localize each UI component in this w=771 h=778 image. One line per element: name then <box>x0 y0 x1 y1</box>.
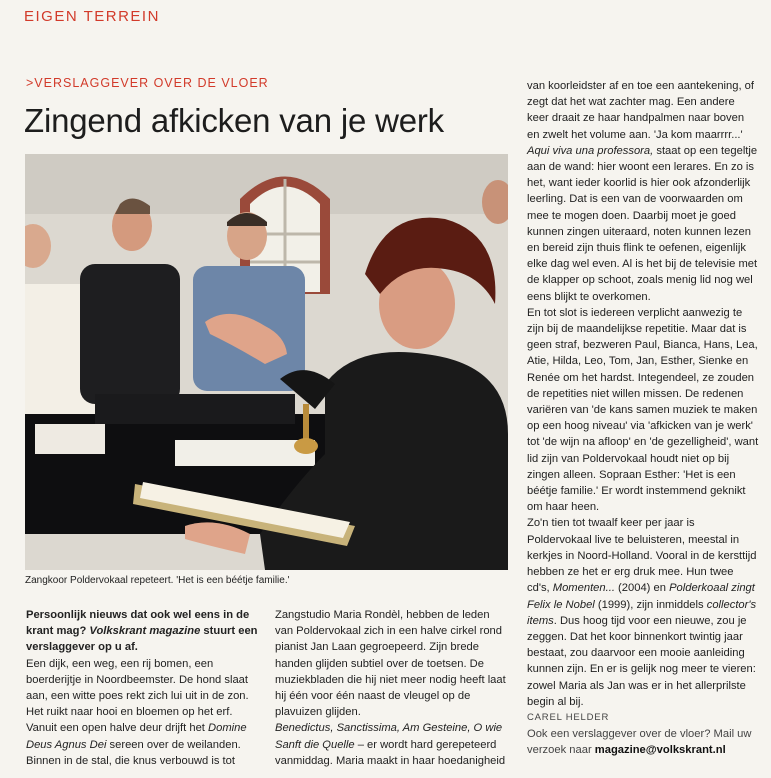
article-headline: Zingend afkicken van je werk <box>24 102 444 139</box>
paragraph: Aqui viva una professora, staat op een tegeltje aan de wand: hier woont een lerares. En zo is het, want ieder koorlid is hier ook afzonderlijk leerling. Dat is een van de voorwaarden om mee te mogen doen. Daarbij moet je goed kunnen zingen uiteraard, noten kunnen lezen en bereid zijn thuis flink te oefenen, eigenlijk elke dag wel even. Al is het bij de televisie met de klapper op schoot, zoals menig lid nog wel eens blijkt te overkomen. <box>527 144 758 303</box>
lead-magazine-name: Volkskrant magazine <box>89 625 201 638</box>
paragraph: En tot slot is iedereen verplicht aanwezig te zijn bij de maandelijkse repetitie. Maar dat is geen straf, bezweren Paul, Bianca, Hans, Lea, Atie, Hilda, Leo, Tom, Jan, Esther, Sienke en Renée om het hardst. Integendeel, ze zouden de repetities niet willen missen. De redenen variëren van 'de kans samen muziek te maken op een hoog niveau' via 'afkicken van je werk' tot 'de wijn na afloop' en 'de gezelligheid', want lid zijn van Poldervokaal houdt niet op bij zingen alleen. Sopraan Esther: 'Het is een béétje familie.' Er wordt instemmend geknikt om haar heen. <box>527 306 759 514</box>
paragraph: Benedictus, Sanctissima, Am Gesteine, O wie Sanft die Quelle – er wordt hard gerepeteerd vanmiddag. Maria maakt in haar hoedanigheid <box>275 722 506 767</box>
lead-text-end: stuurt een verslaggever op u af. <box>26 625 258 654</box>
article-photo <box>25 154 508 570</box>
photo-caption: Zangkoor Poldervokaal repeteert. 'Het is een béétje familie.' <box>25 575 290 586</box>
column-3 <box>527 78 759 759</box>
paragraph: Zo'n tien tot twaalf keer per jaar is Poldervokaal live te beluisteren, meestal in kerkjes in Noord-Holland. Vooral in de kersttijd hebben ze het er erg druk mee. Hun twee cd's, Momenten... (2004) en Polderkoaal zingt Felix le Nobel (1999), zijn inmiddels collector's items. Dus hoog tijd voor een nieuwe, zou je zeggen. Dat het koor binnenkort twintig jaar bestaat, zou daarvoor een mooie aanleiding kunnen zijn. En er is gelijk nog meer te vieren: zowel Maria als Jan was er in het allerprilste begin al bij. <box>527 517 757 708</box>
lead-paragraph <box>26 607 258 656</box>
lead-text: Persoonlijk nieuws dat ook wel eens in de krant mag? <box>26 609 250 638</box>
column-2 <box>275 607 507 769</box>
choir-rehearsal-photo <box>25 154 508 570</box>
section-label: EIGEN TERREIN <box>24 8 160 25</box>
paragraph: Zangstudio Maria Rondèl, hebben de leden van Poldervokaal zich in een halve cirkel rond pianist Jan Laan gegroepeerd. Zijn brede handen glijden subtiel over de toetsen. De muziekbladen die hij niet meer nodig heeft laat hij één voor één naast de vleugel op de plavuizen glijden. <box>275 609 506 719</box>
footnote: Ook een verslaggever over de vloer? Mail uw verzoek naar magazine@volkskrant.nl <box>527 728 752 757</box>
column-1 <box>26 607 258 769</box>
article-kicker: >VERSLAGGEVER OVER DE VLOER <box>26 76 269 90</box>
contact-email-link[interactable]: magazine@volkskrant.nl <box>594 744 726 757</box>
paragraph: van koorleidster af en toe een aantekening, of zegt dat het wat zachter mag. Een andere keer draait ze haar handpalmen naar boven en zwelt het volume aan. 'Ja kom maarrrr...' <box>527 80 755 141</box>
paragraph: Vanuit een open halve deur drijft het Domine Deus Agnus Dei sereen over de weilanden. Binnen in de stal, die knus verbouwd is tot <box>26 722 247 767</box>
author-signature: CAREL HELDER <box>527 711 610 723</box>
paragraph: Een dijk, een weg, een rij bomen, een boerderijtje in Noordbeemster. De hond slaat aan, een witte poes rekt zich lui uit in de zon. Het ruikt naar hooi en bloemen op het erf. <box>26 657 249 719</box>
